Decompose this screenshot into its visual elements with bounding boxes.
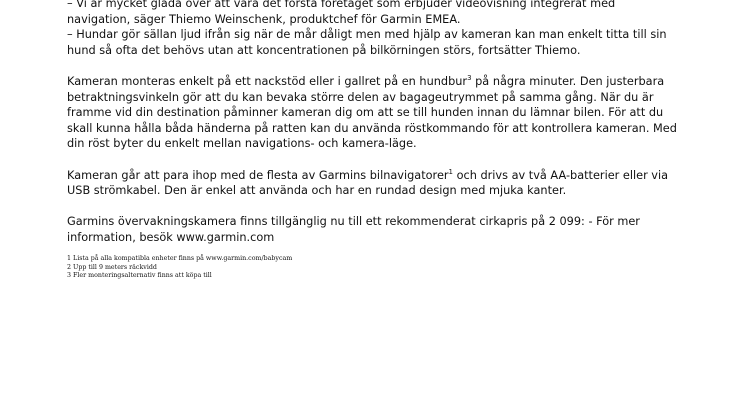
- footnote-marker: 3: [467, 74, 472, 83]
- footnote: 1 Lista på alla kompatibla enheter finns på www.garmin.com/babycam: [67, 255, 293, 263]
- footnote-marker: 1: [448, 167, 454, 176]
- text-segment: Kameran monteras enkelt på ett nackstöd eller i gallret på en hundbur: [67, 74, 468, 88]
- footnote: 2 Upp till 9 meters räckvidd: [67, 263, 157, 271]
- text-line: betraktningsvinkeln gör att du kan bevaka större delen av bagageutrymmet på samma gång. När du är: [67, 90, 654, 104]
- text-line: framme vid din destination påminner kameran dig om att se till hunden innan du lämnar bilen. För att du: [67, 106, 664, 120]
- paragraph-compatibility: [67, 168, 677, 199]
- document-page: [67, 0, 677, 280]
- text-line: [67, 168, 677, 184]
- text-line: – Hundar gör sällan ljud ifrån sig när de mår dåligt men med hjälp av kameran kan man enkelt titta till sin: [67, 28, 667, 42]
- text-line: [67, 74, 677, 90]
- text-line: navigation, säger Thiemo Weinschenk, produktchef för Garmin EMEA.: [67, 12, 461, 26]
- text-segment: Kameran går att para ihop med de flesta av Garmins bilnavigatorer: [67, 168, 449, 182]
- footnote: 3 Fler monteringsalternativ finns att köpa till: [67, 271, 212, 279]
- text-line: Garmins övervakningskamera finns tillgänglig nu till ett rekommenderat cirkapris på 2 099: - För mer: [67, 215, 640, 229]
- text-line: din röst byter du enkelt mellan navigations- och kamera-läge.: [67, 137, 417, 151]
- text-segment: och drivs av två AA-batterier eller via: [453, 168, 669, 182]
- text-line: USB strömkabel. Den är enkel att använda och har en rundad design med mjuka kanter.: [67, 184, 567, 198]
- paragraph-availability: [67, 214, 677, 245]
- text-line: skall kunna hålla båda händerna på ratten kan du använda röstkommando för att kontrollera kameran. Med: [67, 121, 677, 135]
- text-segment: på några minuter. Den justerbara: [471, 74, 665, 88]
- paragraph-mounting: [67, 74, 677, 152]
- text-line: – Vi är mycket glada över att vara det första företaget som erbjuder videovisning integrerat med: [67, 0, 616, 10]
- text-line: information, besök www.garmin.com: [67, 230, 275, 244]
- footnotes: [67, 255, 677, 280]
- text-line: hund så ofta det behövs utan att koncentrationen på bilkörningen störs, fortsätter Thiemo.: [67, 43, 581, 57]
- paragraph-quote: [67, 0, 677, 58]
